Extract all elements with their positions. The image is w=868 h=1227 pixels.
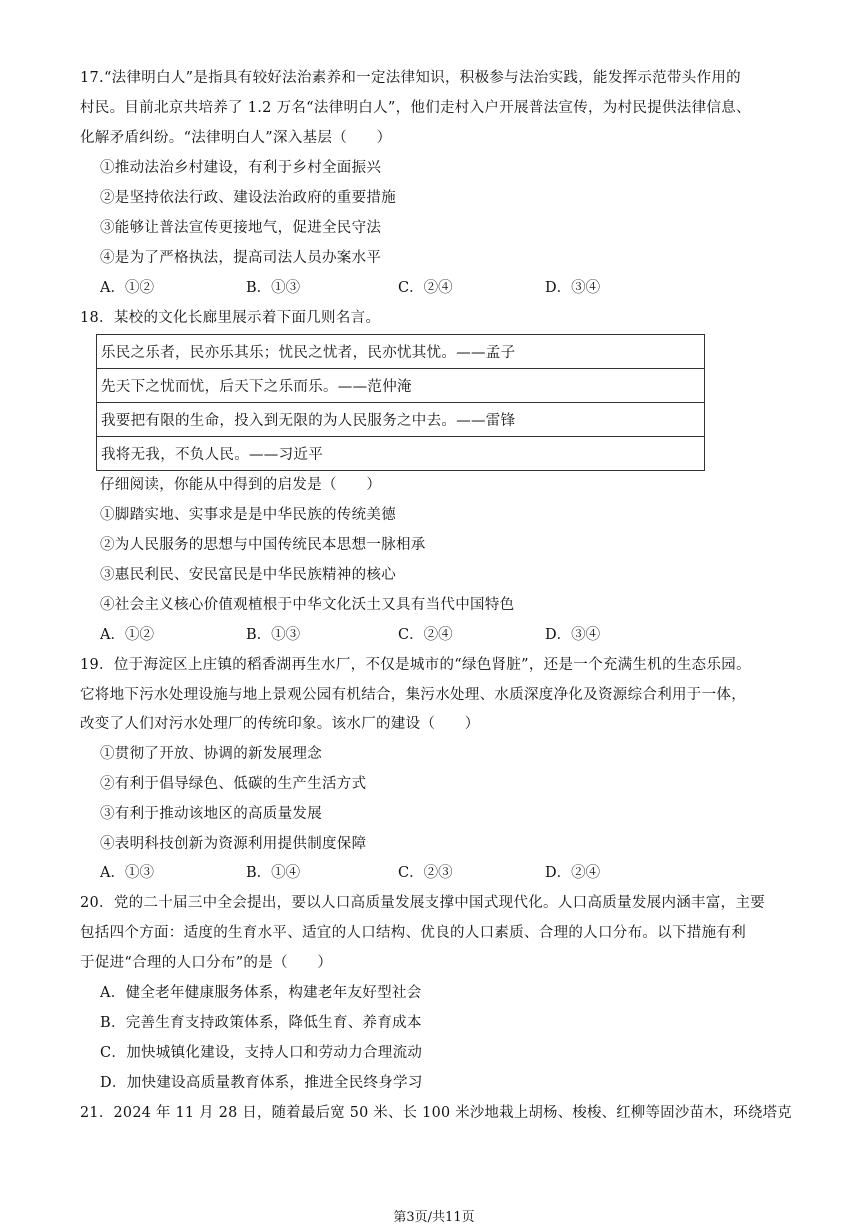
q19-stem-line-3: 改变了人们对污水处理厂的传统印象。该水厂的建设（ ） <box>80 716 480 732</box>
q18-prompt: 仔细阅读，你能从中得到的启发是（ ） <box>100 477 382 493</box>
q18-option-a[interactable]: A．①② <box>100 627 154 643</box>
q18-item-2: ②为人民服务的思想与中国传统民本思想一脉相承 <box>100 537 426 553</box>
quote-xi-jinping: 我将无我，不负人民。——习近平 <box>97 437 705 471</box>
q17-stem-line-3: 化解矛盾纠纷。“法律明白人”深入基层（ ） <box>80 130 392 146</box>
q17-item-1: ①推动法治乡村建设，有利于乡村全面振兴 <box>100 160 382 176</box>
q17-option-b[interactable]: B．①③ <box>246 280 301 296</box>
q17-stem-line-2: 村民。目前北京共培养了 1.2 万名“法律明白人”，他们走村入户开展普法宣传，为村民提供法律信息、 <box>80 100 751 116</box>
page-number: 第3页/共11页 <box>393 1210 475 1225</box>
q17-option-a[interactable]: A．①② <box>100 280 154 296</box>
q17-item-2: ②是坚持依法行政、建设法治政府的重要措施 <box>100 190 396 206</box>
q20-choice-a[interactable]: A．健全老年健康服务体系，构建老年友好型社会 <box>100 985 422 1001</box>
quotes-table <box>96 334 705 471</box>
q19-item-3: ③有利于推动该地区的高质量发展 <box>100 806 322 822</box>
quote-mencius: 乐民之乐者，民亦乐其乐；忧民之忧者，民亦忧其忧。——孟子 <box>97 335 705 369</box>
q18-option-b[interactable]: B．①③ <box>246 627 301 643</box>
q20-choice-d[interactable]: D．加快建设高质量教育体系，推进全民终身学习 <box>100 1075 423 1091</box>
q19-option-d[interactable]: D．②④ <box>545 865 601 881</box>
q19-item-1: ①贯彻了开放、协调的新发展理念 <box>100 746 322 762</box>
q18-option-d[interactable]: D．③④ <box>545 627 601 643</box>
q20-choice-c[interactable]: C．加快城镇化建设，支持人口和劳动力合理流动 <box>100 1045 423 1061</box>
q18-stem: 18．某校的文化长廊里展示着下面几则名言。 <box>80 310 381 326</box>
quote-lei-feng: 我要把有限的生命，投入到无限的为人民服务之中去。——雷锋 <box>97 403 705 437</box>
q21-stem-line-1: 21．2024 年 11 月 28 日，随着最后宽 50 米、长 100 米沙地栽上胡杨、梭梭、红柳等固沙苗木，环绕塔克 <box>80 1105 792 1121</box>
q20-stem-line-1: 20．党的二十届三中全会提出，要以人口高质量发展支撑中国式现代化。人口高质量发展内涵丰富，主要 <box>80 895 766 911</box>
q18-item-1: ①脚踏实地、实事求是是中华民族的传统美德 <box>100 507 396 523</box>
q17-item-3: ③能够让普法宣传更接地气，促进全民守法 <box>100 220 382 236</box>
q17-option-c[interactable]: C．②④ <box>398 280 453 296</box>
q20-choice-b[interactable]: B．完善生育支持政策体系，降低生育、养育成本 <box>100 1015 422 1031</box>
q20-stem-line-3: 于促进“合理的人口分布”的是（ ） <box>80 955 333 971</box>
q17-item-4: ④是为了严格执法，提高司法人员办案水平 <box>100 250 382 266</box>
q17-stem-line-1: 17.“法律明白人”是指具有较好法治素养和一定法律知识，积极参与法治实践，能发挥示范带头作用的 <box>80 70 741 86</box>
q18-option-c[interactable]: C．②④ <box>398 627 453 643</box>
quote-fan-zhongyan: 先天下之忧而忧，后天下之乐而乐。——范仲淹 <box>97 369 705 403</box>
q18-item-4: ④社会主义核心价值观植根于中华文化沃土又具有当代中国特色 <box>100 597 515 613</box>
q19-stem-line-1: 19．位于海淀区上庄镇的稻香湖再生水厂，不仅是城市的“绿色肾脏”，还是一个充满生机的生态乐园。 <box>80 657 751 673</box>
q18-item-3: ③惠民利民、安民富民是中华民族精神的核心 <box>100 567 396 583</box>
q19-option-c[interactable]: C．②③ <box>398 865 453 881</box>
q19-stem-line-2: 它将地下污水处理设施与地上景观公园有机结合，集污水处理、水质深度净化及资源综合利用于一体， <box>80 687 746 703</box>
q19-item-2: ②有利于倡导绿色、低碳的生产生活方式 <box>100 776 367 792</box>
q20-stem-line-2: 包括四个方面：适度的生育水平、适宜的人口结构、优良的人口素质、合理的人口分布。以下措施有利 <box>80 925 746 941</box>
q19-option-a[interactable]: A．①③ <box>100 865 154 881</box>
q19-item-4: ④表明科技创新为资源利用提供制度保障 <box>100 836 367 852</box>
q19-option-b[interactable]: B．①④ <box>246 865 301 881</box>
q17-option-d[interactable]: D．③④ <box>545 280 601 296</box>
